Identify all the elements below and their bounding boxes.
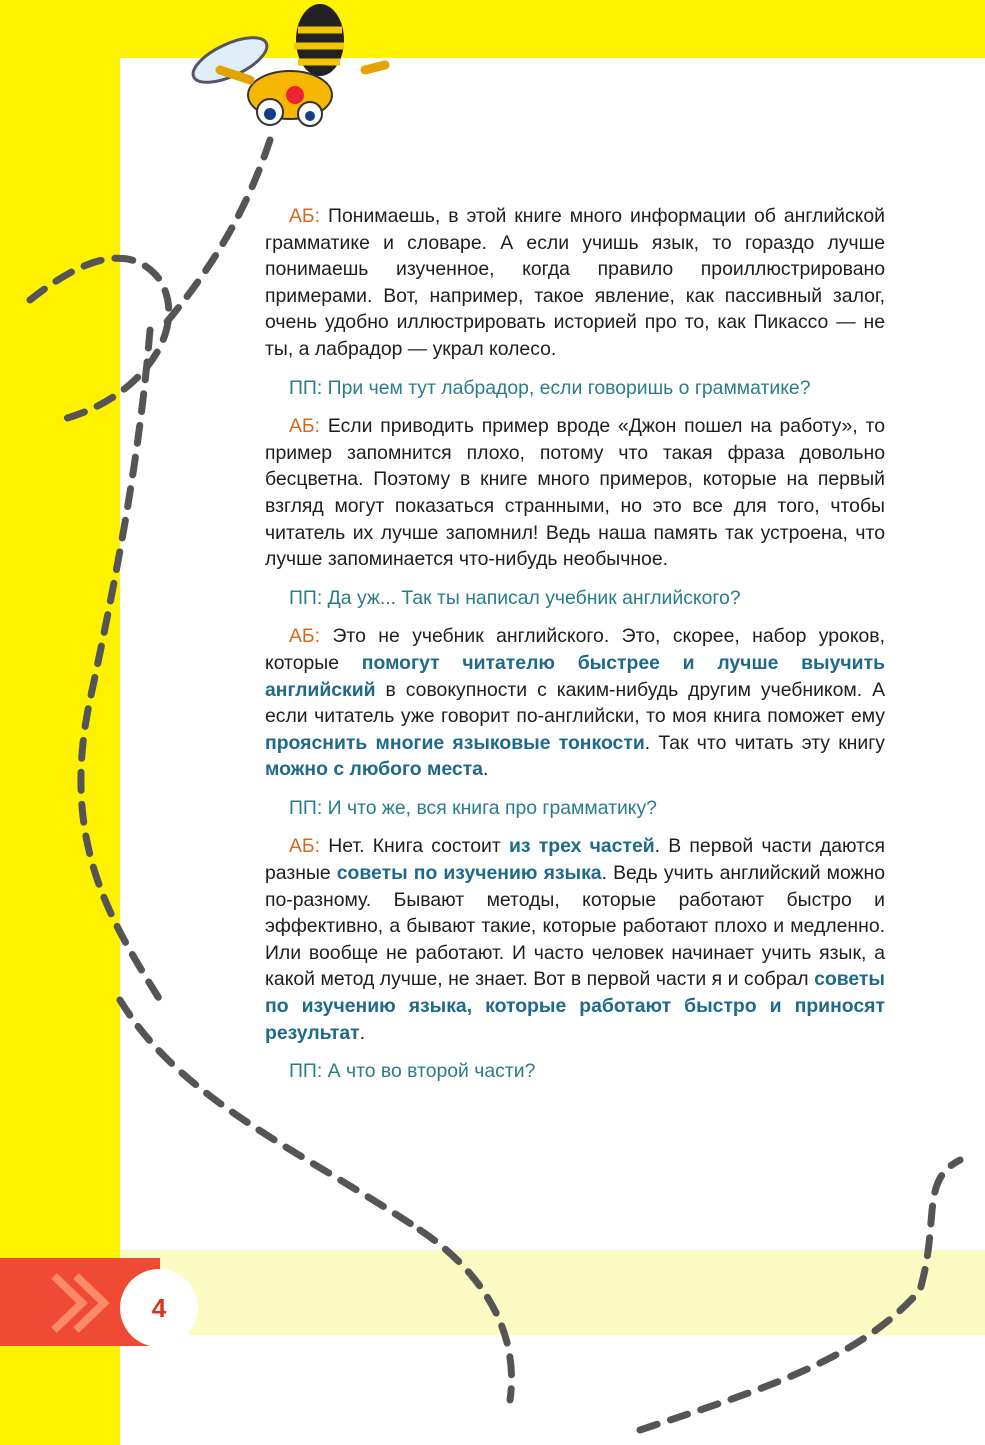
highlight-text: помогут читателю быстрее и лучше выучить английский [265,651,885,701]
speaker-label: АБ: [289,415,321,438]
body-text: . Так что читать эту книгу [644,731,885,754]
body-text: . В первой части даются разные [265,835,885,885]
answer-paragraph [265,833,885,1046]
highlight-text: советы по изучению языка, которые работают быстро и приносят результат [265,968,885,1044]
yellow-frame-top [0,0,985,58]
highlight-text: прояснить многие языковые тонкости [265,731,645,754]
body-text: Понимаешь, в этой книге много информации об английской грамматике и словаре. А если учишь язык, то гораздо лучше понимаешь изученное, когда правило проиллюстрировано примерами. Вот, например, такое явление, как пассивный залог, очень удобно иллюстрировать историей про то, как Пикассо — не ты, а лабрадор — украл колесо. [265,205,885,360]
speaker-label: АБ: [289,625,321,648]
page-number: 4 [120,1269,198,1347]
speaker-label: АБ: [289,835,321,858]
body-text: в совокупности с каким-нибудь другим учебником. А если читатель уже говорит по-английски, то моя книга поможет ему [265,678,885,728]
bee-icon [170,0,400,140]
answer-paragraph [265,203,885,363]
footer-band [120,1250,985,1335]
body-text: . Ведь учить английский можно по-разному. Бывают методы, которые работают быстро и эффективно, а бывают такие, которые работают плохо и медленно. Или вообще не работают. И часто человек начинает учить язык, а какой метод лучше, не знает. Вот в первой части я и собрал [265,862,885,991]
question-paragraph: ПП: Да уж... Так ты написал учебник английского? [289,586,741,609]
body-text: . [482,758,489,781]
body-text: Это не учебник английского. Это, скорее, набор уроков, которые [265,625,885,674]
highlight-text: из трех частей [509,835,655,858]
body-text: Если приводить пример вроде «Джон пошел на работу», то пример запомнится плохо, потому что такая фраза довольно бесцветна. Поэтому в книге много примеров, которые на первый взгляд могут показаться странными, но это все для того, чтобы читатель их лучше запомнил! Ведь наша память так устроена, что лучше запоминается что-нибудь необычное. [265,415,885,571]
question-paragraph: ПП: При чем тут лабрадор, если говоришь о грамматике? [289,376,811,399]
answer-paragraph [265,413,885,573]
speaker-label: АБ: [289,205,321,227]
answer-paragraph [265,623,885,783]
highlight-text: советы по изучению языка [336,862,602,885]
question-paragraph: ПП: И что же, вся книга про грамматику? [289,796,657,819]
question-paragraph: ПП: А что во второй части? [289,1060,536,1083]
yellow-frame-left [0,0,120,1445]
dialogue-text [265,203,885,1097]
body-text: . [359,1021,366,1044]
double-chevron-icon [48,1272,118,1334]
highlight-text: можно с любого места [265,758,483,781]
body-text: Нет. Книга состоит [320,835,509,858]
